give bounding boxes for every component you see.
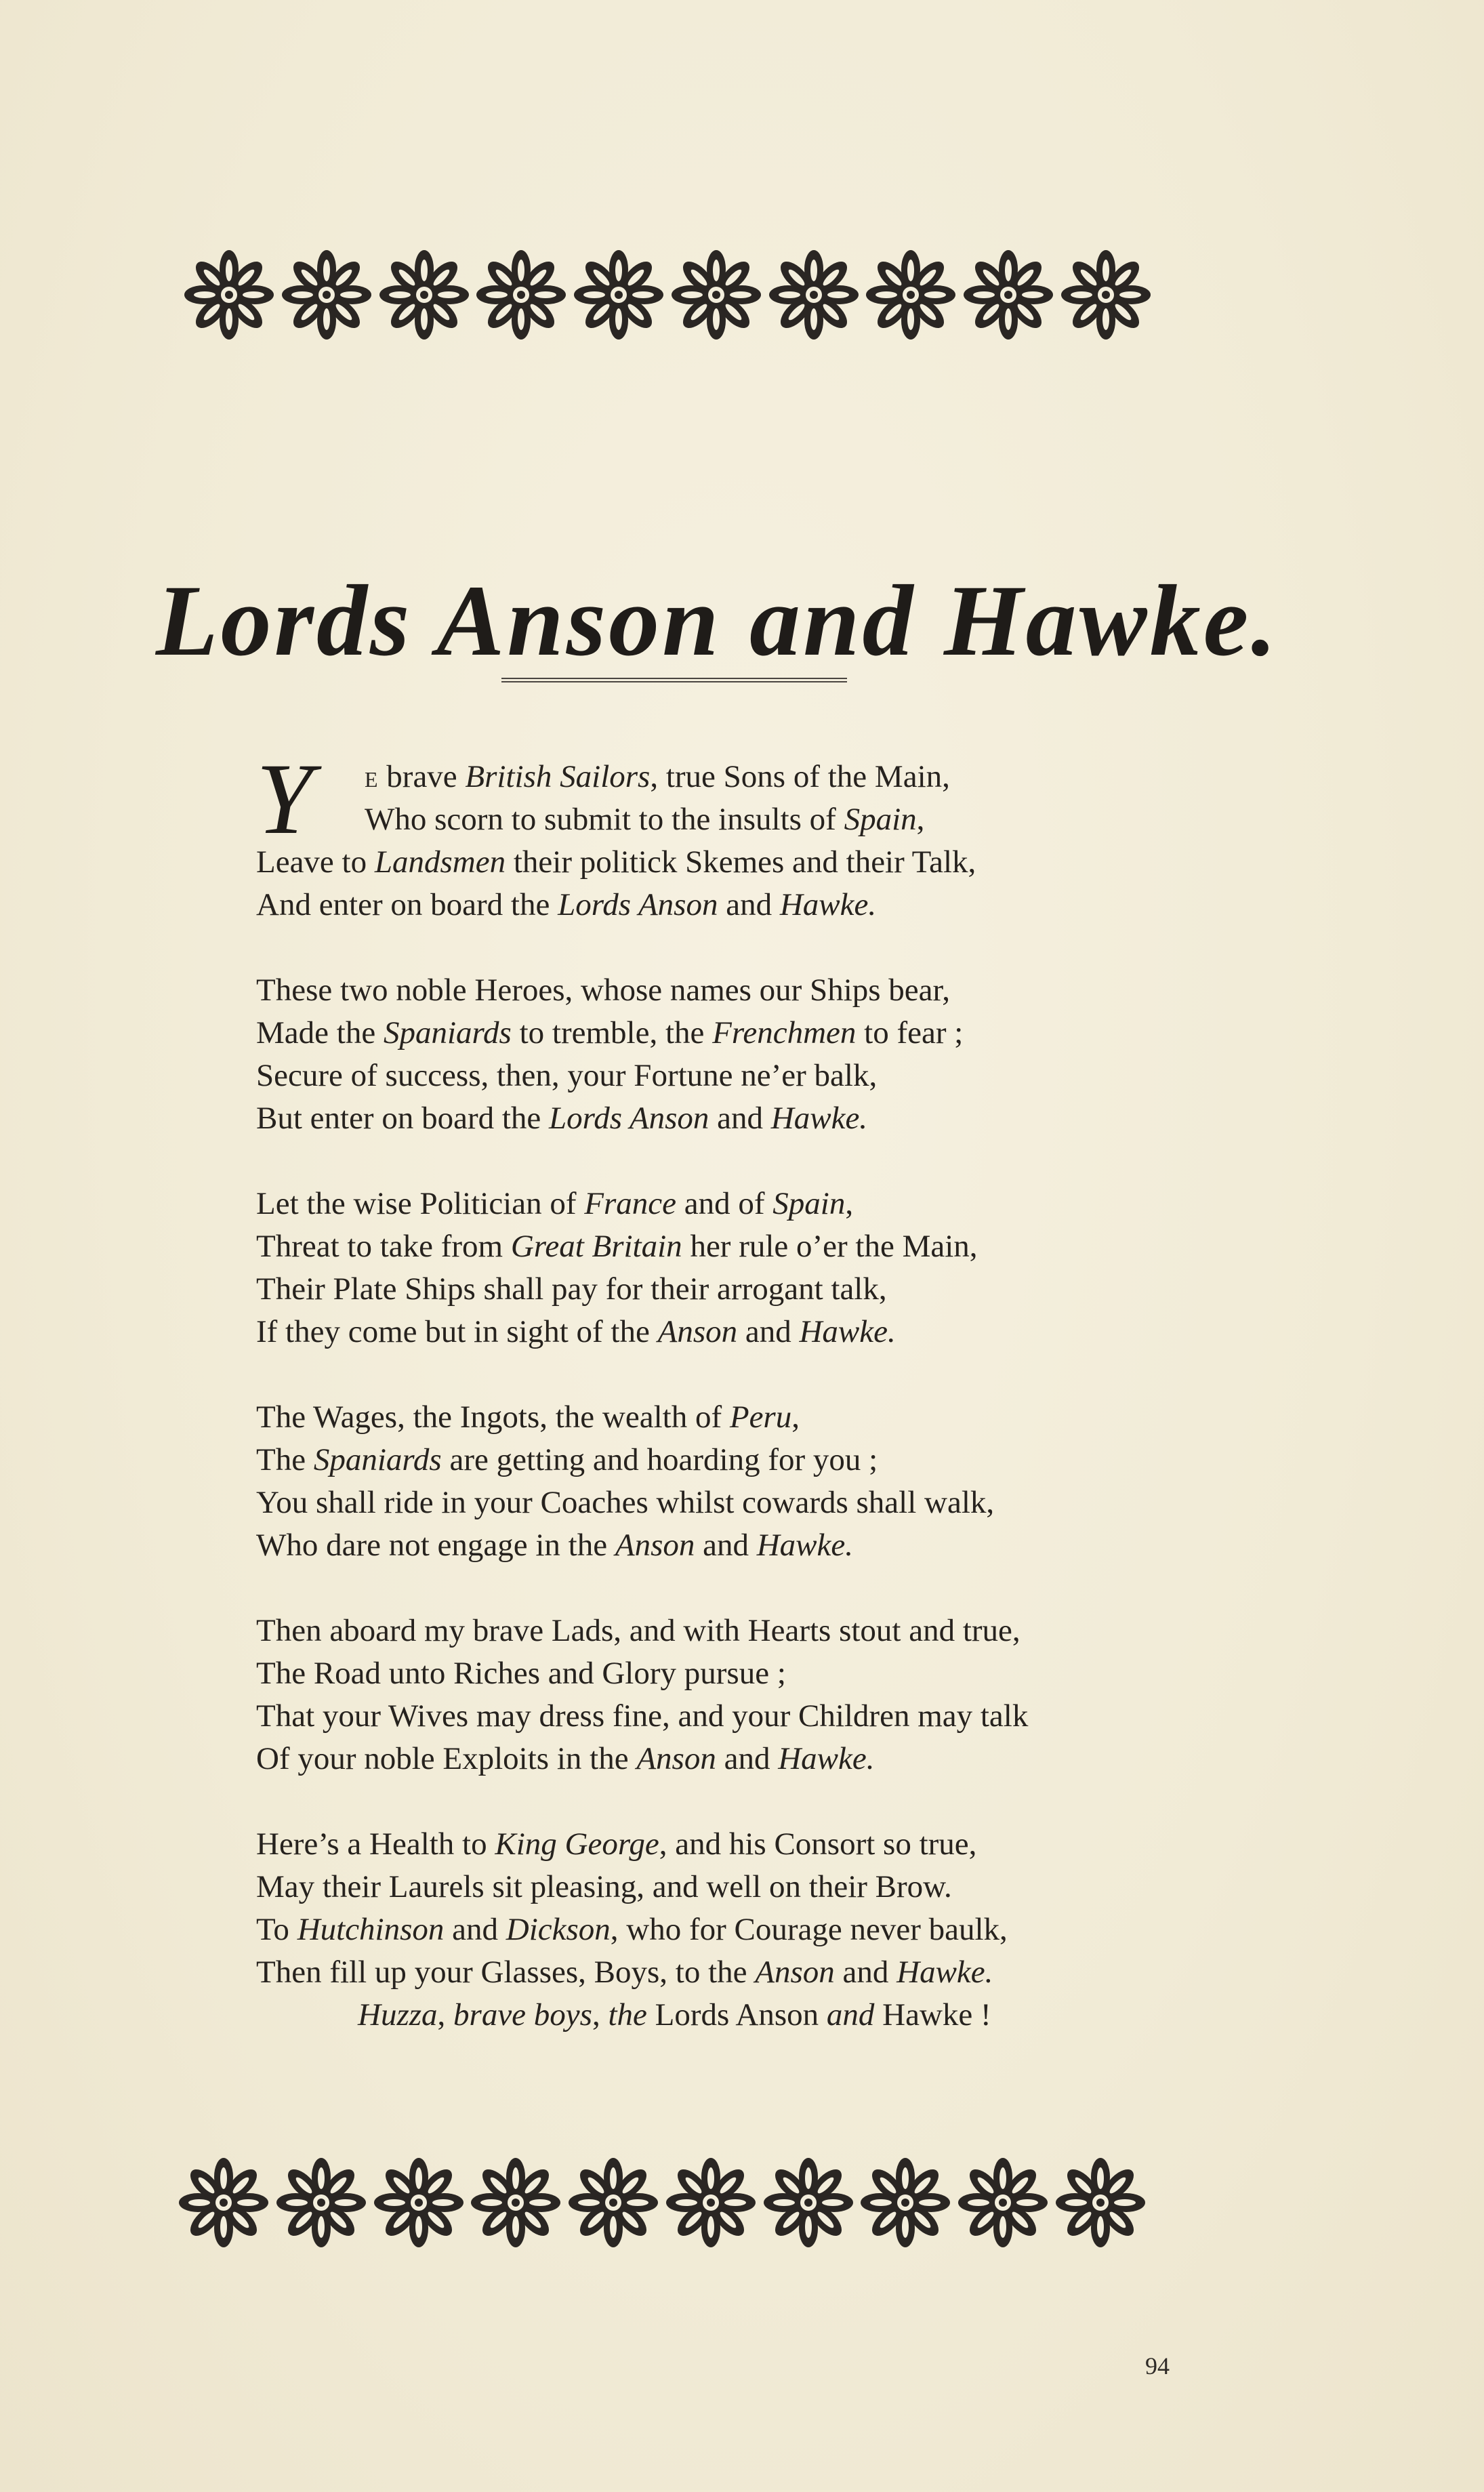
poem-line [256,1738,1218,1780]
title-rule-divider [501,678,847,685]
flower-ornament-icon [470,2157,562,2249]
text-segment: Of your noble Exploits in the [256,1741,637,1776]
italic-text: Hawke. [779,887,877,922]
flower-ornament-icon [957,2157,1049,2249]
flower-ornament-icon [1060,249,1152,341]
text-segment: brave [378,759,466,794]
flower-ornament-icon [281,249,373,341]
text-segment: Their Plate Ships shall pay for their arrogant talk, [256,1271,887,1307]
italic-text: Frenchmen [712,1015,857,1050]
flower-ornament-icon [183,249,275,341]
text-segment: That your Wives may dress fine, and your Children may talk [256,1698,1029,1734]
poem-line [256,1823,1218,1866]
flower-ornament-icon [670,249,762,341]
text-segment: , [592,1997,609,2033]
text-segment: Threat to take from [256,1229,511,1264]
page-number: 94 [1145,2352,1170,2379]
text-segment: Lords Anson [646,1997,827,2033]
text-segment: Then fill up your Glasses, Boys, to the [256,1955,756,1990]
poem-line [256,1951,1218,1994]
refrain-line [256,1994,1218,2037]
italic-text: Hawke. [799,1314,896,1349]
poem-line [256,1695,1218,1738]
text-segment: , true Sons of the Main, [650,759,950,794]
italic-text: Hawke. [756,1528,853,1563]
poem-title: Lords Anson and Hawke. [156,564,1279,677]
text-segment: If they come but in sight of the [256,1314,658,1349]
poem-line [256,1311,1218,1353]
poem-line [256,1268,1218,1311]
stanza [256,1823,1218,1994]
poem-line [256,1482,1218,1524]
text-segment: The Wages, the Ingots, the wealth of [256,1400,730,1435]
stanza [256,1610,1218,1780]
flower-ornament-icon [865,249,957,341]
text-segment: and [716,1741,779,1776]
text-segment: , [791,1400,800,1435]
poem-line [256,969,1218,1012]
italic-text: Hawke. [896,1955,993,1990]
text-segment: and [834,1955,897,1990]
poem-line [256,1866,1218,1908]
text-segment: and [444,1912,506,1947]
text-segment: To [256,1912,297,1947]
text-segment: Leave to [256,844,375,880]
italic-text: King George [495,1826,659,1862]
italic-text: Lords Anson [558,887,718,922]
poem-line [256,841,1218,884]
poem-line [256,1439,1218,1482]
poem-line [256,1012,1218,1055]
text-segment: Let the wise Politician of [256,1186,585,1221]
text-segment: , [437,1997,454,2033]
text-segment: and [709,1101,771,1136]
bottom-ornament-border [178,2152,1147,2253]
poem-line [256,1055,1218,1097]
text-segment: Then aboard my brave Lads, and with Hearts stout and true, [256,1613,1021,1648]
flower-ornament-icon [962,249,1054,341]
poem-line [256,798,1218,841]
text-segment: The Road unto Riches and Glory pursue ; [256,1656,786,1691]
italic-text: Anson [615,1528,695,1563]
italic-text: Hutchinson [297,1912,445,1947]
poem-body [256,743,1218,2037]
italic-text: and [826,1997,875,2033]
poem-line [256,884,1218,926]
text-segment: and [695,1528,757,1563]
italic-text: Landsmen [374,844,506,880]
stanza [256,1183,1218,1353]
text-segment: You shall ride in your Coaches whilst cowards shall walk, [256,1485,995,1520]
flower-ornament-icon [475,249,567,341]
text-segment: Secure of success, then, your Fortune ne’er balk, [256,1058,878,1093]
poem-line [256,1225,1218,1268]
text-segment: Made the [256,1015,384,1050]
italic-text: Huzza [358,1997,438,2033]
italic-text: Hawke. [770,1101,868,1136]
text-segment: to fear ; [856,1015,964,1050]
stanza [256,756,1218,926]
poem-line [256,1524,1218,1567]
poem-line [256,756,1218,798]
italic-text: the [608,1997,647,2033]
italic-text: Anson [657,1314,738,1349]
stanza [256,1396,1218,1567]
text-segment: their politick Skemes and their Talk, [506,844,976,880]
italic-text: Dickson [506,1912,611,1947]
italic-text: Peru [729,1400,792,1435]
text-segment: The [256,1442,314,1477]
top-ornament-border [183,244,1152,346]
flower-ornament-icon [275,2157,367,2249]
text-segment: , [916,802,925,837]
text-segment: and [737,1314,800,1349]
text-segment: to tremble, the [511,1015,713,1050]
flower-ornament-icon [768,249,860,341]
text-segment: These two noble Heroes, whose names our Ships bear, [256,973,951,1008]
poem-line [256,1610,1218,1652]
italic-text: Spain [844,802,917,837]
poem-line [256,1652,1218,1695]
poem-line [256,1183,1218,1225]
italic-text: Great Britain [510,1229,682,1264]
text-segment: , and his Consort so true, [659,1826,977,1862]
text-segment: E [365,767,379,792]
text-segment: Who scorn to submit to the insults of [365,802,844,837]
poem-line [256,1097,1218,1140]
italic-text: France [584,1186,676,1221]
flower-ornament-icon [859,2157,951,2249]
text-segment: Here’s a Health to [256,1826,495,1862]
text-segment: her rule o’er the Main, [682,1229,978,1264]
text-segment: But enter on board the [256,1101,550,1136]
italic-text: Spain [772,1186,846,1221]
drop-cap: Y [256,743,313,855]
italic-text: Spaniards [383,1015,512,1050]
flower-ornament-icon [1054,2157,1147,2249]
text-segment: and [718,887,780,922]
flower-ornament-icon [665,2157,757,2249]
flower-ornament-icon [178,2157,270,2249]
flower-ornament-icon [573,249,665,341]
italic-text: brave boys [453,1997,592,2033]
italic-text: Spaniards [313,1442,442,1477]
italic-text: Lords Anson [549,1101,709,1136]
flower-ornament-icon [373,2157,465,2249]
italic-text: Anson [755,1955,835,1990]
italic-text: Hawke. [778,1741,875,1776]
text-segment: and of [676,1186,773,1221]
text-segment: , who for Courage never baulk, [610,1912,1008,1947]
italic-text: British Sailors [465,759,651,794]
stanza [256,969,1218,1140]
text-segment: May their Laurels sit pleasing, and well on their Brow. [256,1869,952,1904]
poem-line [256,1396,1218,1439]
text-segment: And enter on board the [256,887,558,922]
text-segment: are getting and hoarding for you ; [441,1442,878,1477]
text-segment: Hawke ! [874,1997,991,2033]
poem-line [256,1908,1218,1951]
flower-ornament-icon [762,2157,854,2249]
flower-ornament-icon [378,249,470,341]
text-segment: Who dare not engage in the [256,1528,615,1563]
flower-ornament-icon [567,2157,659,2249]
italic-text: Anson [636,1741,716,1776]
text-segment: , [845,1186,854,1221]
